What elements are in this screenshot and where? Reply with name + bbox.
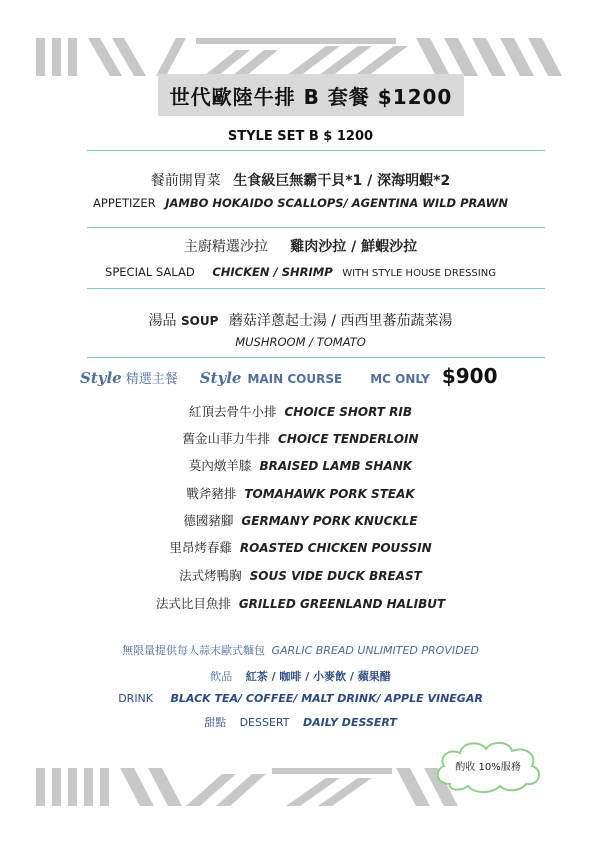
service-charge-note: 酌收 10%服務 (455, 762, 521, 773)
dessert-en-label: DESSERT (239, 716, 290, 729)
menu-title: 世代歐陸牛排 B 套餐 $1200 (158, 74, 464, 116)
appetizer-en-line (0, 196, 601, 210)
dish-item (0, 484, 601, 502)
dish-item (0, 538, 601, 556)
dish-zh: 法式比目魚排 (155, 596, 231, 611)
mc-only-price: $900 (441, 364, 498, 388)
drink-en-items: BLACK TEA/ COFFEE/ MALT DRINK/ APPLE VINEGAR (170, 692, 483, 705)
dish-item (0, 402, 601, 420)
dish-en: CHOICE TENDERLOIN (278, 432, 419, 446)
dish-en: CHOICE SHORT RIB (284, 405, 412, 419)
bread-zh: 無限量提供每人蒜末歐式麵包 (122, 644, 265, 657)
dish-item (0, 511, 601, 529)
dish-item (0, 456, 601, 474)
style-script-word: Style (80, 369, 122, 387)
drink-zh-items: 紅茶 / 咖啡 / 小麥飲 / 蘋果醋 (245, 670, 391, 683)
main-course-zh-label: 精選主餐 (125, 372, 178, 387)
dish-item (0, 429, 601, 447)
dish-zh: 德國豬腳 (183, 513, 234, 528)
salad-zh-label: 主廚精選沙拉 (183, 239, 268, 255)
appetizer-en-label: APPETIZER (93, 196, 156, 210)
divider (87, 150, 545, 151)
salad-zh-items: 雞肉沙拉 / 鮮蝦沙拉 (290, 239, 418, 255)
appetizer-zh-items: 生食級巨無霸干貝*1 / 深海明蝦*2 (233, 173, 451, 189)
bread-line (0, 642, 601, 658)
drink-en-label: DRINK (118, 692, 154, 705)
dish-zh: 戰斧豬排 (186, 486, 237, 501)
style-script-word-2: Style (199, 369, 242, 387)
mc-only-label: MC ONLY (370, 372, 430, 386)
dish-en: GERMANY PORK KNUCKLE (241, 514, 418, 528)
soup-zh-line (0, 310, 601, 330)
dish-en: GRILLED GREENLAND HALIBUT (238, 597, 446, 611)
appetizer-zh-label: 餐前開胃菜 (150, 173, 221, 189)
appetizer-zh-line (0, 170, 601, 190)
main-course-en-label: MAIN COURSE (247, 372, 343, 386)
dish-zh: 舊金山菲力牛排 (182, 431, 271, 446)
main-course-header (80, 364, 530, 390)
dish-zh: 里昂烤春雞 (169, 540, 232, 555)
drink-zh-line (0, 668, 601, 684)
dish-en: BRAISED LAMB SHANK (259, 459, 413, 473)
soup-en-label: SOUP (180, 314, 219, 328)
dish-en: ROASTED CHICKEN POUSSIN (239, 541, 432, 555)
drink-en-line (0, 692, 601, 705)
dish-item (0, 566, 601, 584)
set-subtitle: STYLE SET B $ 1200 (227, 129, 374, 144)
soup-zh-label: 湯品 (148, 313, 177, 329)
dish-item (0, 594, 601, 612)
salad-en-note: WITH STYLE HOUSE DRESSING (342, 268, 496, 279)
dish-zh: 莫內燉羊膝 (188, 458, 252, 473)
soup-zh-items: 蘑菇洋蔥起士湯 / 西西里蕃茄蔬菜湯 (228, 313, 453, 329)
divider (87, 357, 545, 358)
salad-zh-line (0, 236, 601, 256)
dessert-line (0, 714, 601, 730)
soup-en-items: MUSHROOM / TOMATO (235, 335, 366, 349)
dessert-en-items: DAILY DESSERT (302, 716, 397, 729)
appetizer-en-items: JAMBO HOKAIDO SCALLOPS/ AGENTINA WILD PRAWN (165, 196, 508, 210)
bread-en: GARLIC BREAD UNLIMITED PROVIDED (271, 644, 479, 657)
dessert-zh-label: 甜點 (204, 716, 227, 729)
salad-en-line (0, 265, 601, 279)
divider (87, 288, 545, 289)
dish-zh: 法式烤鴨胸 (179, 568, 242, 583)
salad-en-items: CHICKEN / SHRIMP (212, 265, 333, 279)
salad-en-label: SPECIAL SALAD (105, 265, 195, 279)
divider (87, 227, 545, 228)
top-stripe-band (36, 38, 564, 76)
dish-en: TOMAHAWK PORK STEAK (244, 487, 415, 501)
dish-zh: 紅頂去骨牛小排 (188, 404, 277, 419)
drink-zh-label: 飲品 (210, 670, 233, 683)
dish-en: SOUS VIDE DUCK BREAST (249, 569, 422, 583)
